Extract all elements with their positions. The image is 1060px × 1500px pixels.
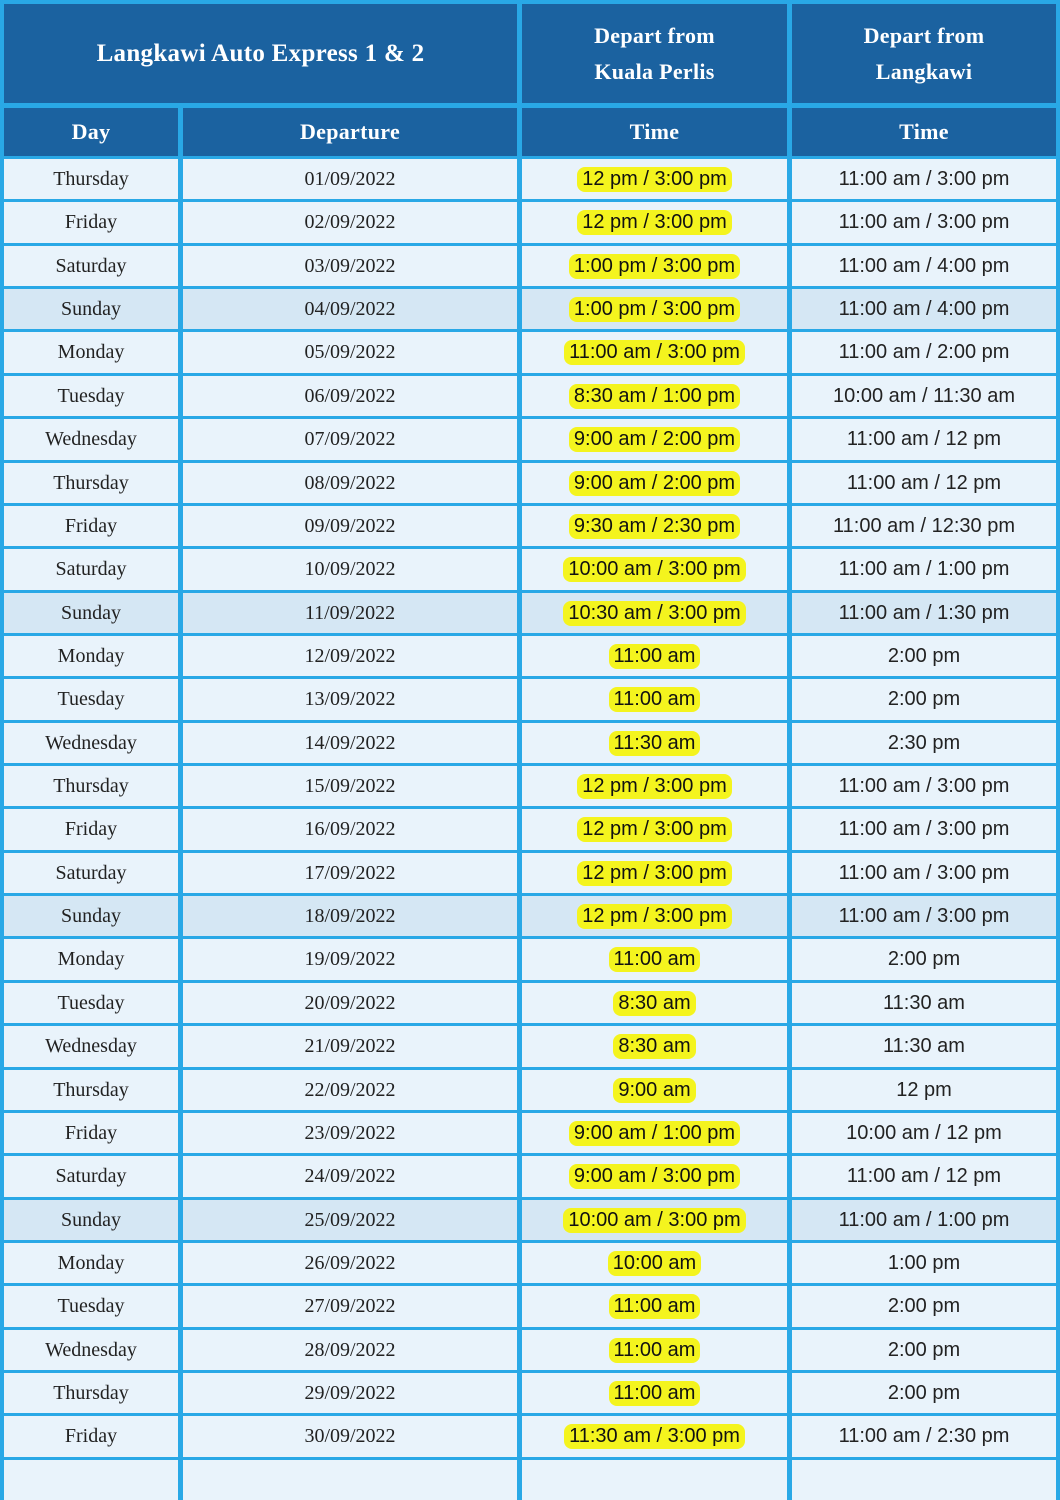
cell-date-text: 25/09/2022 — [304, 1208, 396, 1231]
cell-date — [183, 1070, 517, 1110]
cell-time-langkawi-text: 11:00 am / 3:00 pm — [838, 904, 1010, 927]
cell-time-langkawi-text: 11:00 am / 2:00 pm — [838, 341, 1010, 363]
cell-day-text: Thursday — [53, 774, 129, 797]
cell-date-text: 22/09/2022 — [304, 1078, 396, 1101]
cell-day — [4, 983, 178, 1023]
title-text: Langkawi Auto Express 1 & 2 — [96, 39, 425, 67]
cell-time-perlis — [522, 1200, 787, 1240]
cell-date — [183, 1156, 517, 1197]
cell-time-perlis-text: 12 pm / 3:00 pm — [577, 167, 732, 192]
cell-date — [183, 376, 517, 416]
cell-time-perlis — [522, 419, 787, 460]
cell-day-text: Tuesday — [57, 991, 125, 1014]
cell-time-langkawi — [792, 376, 1056, 416]
cell-time-langkawi — [792, 1113, 1056, 1153]
cell-time-perlis-text: 12 pm / 3:00 pm — [577, 904, 732, 929]
cell-time-perlis-text: 10:00 am — [608, 1251, 701, 1276]
cell-date — [183, 1026, 517, 1067]
cell-date-text: 24/09/2022 — [304, 1165, 396, 1187]
cell-day-text: Wednesday — [45, 1338, 137, 1361]
cell-time-perlis-text: 12 pm / 3:00 pm — [577, 774, 732, 799]
cell-time-langkawi — [792, 1156, 1056, 1197]
cell-day — [4, 853, 178, 893]
cell-day-text: Monday — [57, 341, 125, 363]
cell-time-langkawi — [792, 1330, 1056, 1370]
cell-time-perlis — [522, 549, 787, 590]
cell-date-text: 08/09/2022 — [304, 471, 396, 494]
cell-day-text: Friday — [64, 818, 118, 840]
cell-day — [4, 549, 178, 590]
cell-time-langkawi-text: 11:00 am / 1:00 pm — [838, 1208, 1010, 1231]
cell-day — [4, 1200, 178, 1240]
cell-time-langkawi — [792, 1286, 1056, 1327]
cell-time-langkawi — [792, 246, 1056, 286]
cell-date-text: 05/09/2022 — [304, 341, 396, 363]
cell-time-perlis-text: 11:00 am — [609, 947, 701, 972]
cell-day — [4, 809, 178, 850]
cell-time-perlis-text: 9:00 am / 2:00 pm — [569, 471, 740, 496]
cell-day-text: Thursday — [53, 1381, 129, 1404]
cell-date — [183, 1286, 517, 1327]
cell-time-perlis-text: 12 pm / 3:00 pm — [577, 861, 732, 886]
cell-time-perlis — [522, 1330, 787, 1370]
cell-time-langkawi — [792, 549, 1056, 590]
cell-time-langkawi — [792, 1070, 1056, 1110]
cell-time-langkawi — [792, 679, 1056, 720]
cell-day-text: Thursday — [53, 167, 129, 190]
cell-time-langkawi-text: 11:00 am / 3:00 pm — [838, 818, 1010, 840]
cell-date-text: 06/09/2022 — [304, 384, 396, 407]
cell-day-text: Sunday — [61, 904, 121, 927]
cell-time-langkawi-text: 11:00 am / 4:00 pm — [838, 254, 1010, 277]
column-header-time-perlis-label: Time — [629, 119, 680, 144]
cell-date — [183, 1200, 517, 1240]
cell-date — [183, 463, 517, 503]
cell-day-text: Sunday — [61, 1208, 121, 1231]
cell-time-perlis — [522, 896, 787, 936]
cell-time-perlis-text: 11:00 am — [609, 644, 701, 669]
cell-time-langkawi-text: 11:00 am / 1:00 pm — [838, 558, 1010, 580]
cell-time-langkawi-text: 11:00 am / 12:30 pm — [833, 514, 1015, 537]
cell-time-perlis-text: 8:30 am / 1:00 pm — [569, 384, 740, 409]
cell-time-perlis-text: 10:00 am / 3:00 pm — [563, 557, 745, 582]
cell-time-perlis — [522, 593, 787, 633]
cell-time-perlis — [522, 1286, 787, 1327]
cell-day — [4, 376, 178, 416]
cell-time-langkawi-text: 11:00 am / 3:00 pm — [838, 167, 1010, 190]
cell-time-langkawi-text: 10:00 am / 11:30 am — [833, 384, 1015, 407]
cell-time-langkawi — [792, 202, 1056, 243]
cell-date — [183, 549, 517, 590]
cell-time-langkawi-text: 11:00 am / 12 pm — [846, 1165, 1002, 1187]
cell-day — [4, 1286, 178, 1327]
cell-time-langkawi-text: 2:00 pm — [887, 688, 961, 710]
cell-day-text: Wednesday — [45, 731, 137, 754]
cell-day — [4, 939, 178, 980]
cell-time-langkawi — [792, 1460, 1056, 1500]
cell-time-perlis — [522, 1026, 787, 1067]
cell-date-text: 11/09/2022 — [304, 601, 396, 624]
cell-time-langkawi-text: 10:00 am / 12 pm — [846, 1121, 1002, 1144]
cell-time-perlis — [522, 723, 787, 763]
cell-time-perlis-text: 11:00 am — [609, 1294, 701, 1319]
cell-time-langkawi-text: 11:00 am / 3:00 pm — [838, 861, 1010, 884]
cell-time-perlis — [522, 809, 787, 850]
cell-time-langkawi — [792, 809, 1056, 850]
cell-time-langkawi-text: 2:30 pm — [887, 731, 961, 754]
cell-time-langkawi — [792, 1200, 1056, 1240]
cell-time-perlis — [522, 506, 787, 546]
cell-date-text: 02/09/2022 — [304, 211, 396, 233]
cell-date-text: 12/09/2022 — [304, 644, 396, 667]
cell-time-perlis — [522, 636, 787, 676]
cell-time-perlis-text: 1:00 pm / 3:00 pm — [569, 297, 740, 322]
cell-day-text: Tuesday — [57, 1295, 125, 1317]
cell-time-perlis-text: 11:30 am — [609, 731, 701, 756]
cell-time-perlis-text: 9:30 am / 2:30 pm — [569, 514, 740, 539]
cell-time-langkawi — [792, 723, 1056, 763]
cell-time-perlis — [522, 1156, 787, 1197]
cell-time-langkawi — [792, 896, 1056, 936]
cell-time-langkawi-text: 2:00 pm — [887, 948, 961, 970]
cell-day — [4, 1026, 178, 1067]
cell-day — [4, 1460, 178, 1500]
cell-time-perlis-text: 11:00 am — [609, 687, 701, 712]
cell-time-perlis — [522, 1113, 787, 1153]
cell-time-langkawi-text: 1:00 pm — [887, 1251, 961, 1274]
cell-time-perlis-text: 8:30 am — [613, 1034, 695, 1059]
cell-day-text: Saturday — [55, 1165, 127, 1187]
cell-date — [183, 419, 517, 460]
cell-time-langkawi — [792, 853, 1056, 893]
cell-date — [183, 983, 517, 1023]
cell-date-text: 03/09/2022 — [304, 254, 396, 277]
cell-time-perlis — [522, 853, 787, 893]
cell-date — [183, 636, 517, 676]
cell-day-text: Saturday — [55, 558, 127, 580]
cell-time-langkawi — [792, 939, 1056, 980]
cell-time-perlis-text: 11:00 am — [609, 1381, 701, 1406]
cell-day — [4, 419, 178, 460]
cell-date — [183, 202, 517, 243]
cell-day — [4, 1070, 178, 1110]
cell-time-langkawi — [792, 1243, 1056, 1283]
cell-time-perlis-text: 8:30 am — [613, 991, 695, 1016]
header-depart-langkawi-line1: Depart from — [863, 22, 985, 48]
cell-time-perlis — [522, 983, 787, 1023]
cell-day-text: Sunday — [61, 297, 121, 320]
cell-time-langkawi — [792, 332, 1056, 373]
cell-time-langkawi-text: 11:00 am / 3:00 pm — [838, 774, 1010, 797]
cell-time-langkawi-text: 11:30 am — [883, 991, 965, 1014]
cell-day — [4, 1113, 178, 1153]
cell-date — [183, 1330, 517, 1370]
cell-date-text: 04/09/2022 — [304, 297, 396, 320]
cell-date-text: 23/09/2022 — [304, 1121, 396, 1144]
cell-date — [183, 1460, 517, 1500]
cell-time-langkawi — [792, 1026, 1056, 1067]
cell-day — [4, 896, 178, 936]
cell-date-text: 29/09/2022 — [304, 1381, 396, 1404]
cell-day-text: Monday — [57, 948, 125, 970]
cell-date — [183, 679, 517, 720]
cell-time-langkawi-text: 11:00 am / 1:30 pm — [838, 601, 1010, 624]
cell-time-perlis-text: 11:30 am / 3:00 pm — [564, 1424, 745, 1449]
cell-date — [183, 159, 517, 199]
header-depart-perlis-line2: Kuala Perlis — [594, 58, 715, 84]
cell-time-perlis-text: 9:00 am / 3:00 pm — [569, 1164, 740, 1189]
column-header-departure-label: Departure — [299, 119, 401, 144]
cell-day — [4, 1416, 178, 1457]
cell-day-text: Thursday — [53, 471, 129, 494]
cell-date — [183, 332, 517, 373]
cell-day-text: Tuesday — [57, 384, 125, 407]
cell-day — [4, 1243, 178, 1283]
cell-time-langkawi — [792, 289, 1056, 329]
cell-date — [183, 896, 517, 936]
cell-date-text: 30/09/2022 — [304, 1425, 396, 1447]
cell-date — [183, 939, 517, 980]
cell-date — [183, 853, 517, 893]
cell-date — [183, 1113, 517, 1153]
cell-date-text: 07/09/2022 — [304, 428, 396, 450]
cell-time-perlis — [522, 246, 787, 286]
cell-time-perlis-text: 12 pm / 3:00 pm — [577, 210, 732, 235]
cell-date-text: 21/09/2022 — [304, 1035, 396, 1057]
cell-day — [4, 1373, 178, 1413]
cell-date-text: 16/09/2022 — [304, 818, 396, 840]
cell-day — [4, 766, 178, 806]
cell-date — [183, 1243, 517, 1283]
cell-day — [4, 679, 178, 720]
cell-time-perlis — [522, 1416, 787, 1457]
cell-time-langkawi — [792, 1416, 1056, 1457]
column-header-time-langkawi-label: Time — [899, 119, 949, 144]
cell-time-perlis-text: 9:00 am — [613, 1078, 695, 1103]
cell-date-text: 15/09/2022 — [304, 774, 396, 797]
cell-date-text: 10/09/2022 — [304, 558, 396, 580]
header-depart-langkawi-line2: Langkawi — [875, 58, 973, 84]
cell-day-text: Saturday — [55, 861, 127, 884]
cell-time-perlis — [522, 463, 787, 503]
cell-time-langkawi-text: 12 pm — [896, 1078, 952, 1101]
cell-time-langkawi-text: 11:00 am / 12 pm — [846, 428, 1002, 450]
cell-day — [4, 636, 178, 676]
header-depart-langkawi — [792, 4, 1056, 103]
cell-date-text: 26/09/2022 — [304, 1251, 396, 1274]
cell-time-langkawi-text: 11:00 am / 3:00 pm — [838, 211, 1010, 233]
cell-time-perlis-text: 12 pm / 3:00 pm — [577, 817, 732, 842]
cell-date — [183, 766, 517, 806]
cell-date-text: 18/09/2022 — [304, 904, 396, 927]
cell-time-perlis — [522, 679, 787, 720]
cell-date-text: 20/09/2022 — [304, 991, 396, 1014]
header-depart-perlis-line1: Depart from — [594, 22, 715, 48]
cell-day — [4, 159, 178, 199]
cell-time-perlis-text: 10:30 am / 3:00 pm — [563, 601, 745, 626]
cell-date-text: 13/09/2022 — [304, 688, 396, 710]
cell-date — [183, 246, 517, 286]
cell-date — [183, 289, 517, 329]
cell-time-langkawi-text: 11:00 am / 4:00 pm — [838, 297, 1010, 320]
cell-time-langkawi — [792, 593, 1056, 633]
header-depart-perlis — [522, 4, 787, 103]
cell-time-langkawi-text: 2:00 pm — [887, 1381, 961, 1404]
cell-time-perlis — [522, 939, 787, 980]
cell-day — [4, 506, 178, 546]
cell-time-perlis-text: 10:00 am / 3:00 pm — [563, 1208, 745, 1233]
cell-day-text: Wednesday — [45, 1035, 137, 1057]
cell-date-text: 01/09/2022 — [304, 167, 396, 190]
column-header-day-label: Day — [71, 119, 111, 144]
cell-date — [183, 809, 517, 850]
column-header-day — [4, 108, 178, 156]
cell-time-perlis — [522, 1070, 787, 1110]
cell-time-langkawi — [792, 463, 1056, 503]
cell-time-langkawi — [792, 766, 1056, 806]
cell-day — [4, 1330, 178, 1370]
cell-date — [183, 506, 517, 546]
cell-time-langkawi — [792, 1373, 1056, 1413]
cell-day — [4, 1156, 178, 1197]
cell-day-text: Wednesday — [45, 428, 137, 450]
cell-day — [4, 246, 178, 286]
cell-date-text: 14/09/2022 — [304, 731, 396, 754]
cell-day-text: Tuesday — [57, 688, 125, 710]
cell-date — [183, 1373, 517, 1413]
cell-time-perlis — [522, 376, 787, 416]
cell-day-text: Friday — [64, 211, 118, 233]
cell-time-perlis-text: 11:00 am / 3:00 pm — [564, 340, 745, 365]
cell-day-text: Friday — [64, 1121, 118, 1144]
cell-time-langkawi-text: 11:00 am / 12 pm — [846, 471, 1002, 494]
cell-day-text: Sunday — [61, 601, 121, 624]
cell-time-perlis — [522, 1373, 787, 1413]
cell-date-text: 27/09/2022 — [304, 1295, 396, 1317]
cell-time-perlis — [522, 1243, 787, 1283]
cell-time-langkawi — [792, 419, 1056, 460]
cell-time-perlis — [522, 766, 787, 806]
cell-time-langkawi — [792, 983, 1056, 1023]
cell-day — [4, 289, 178, 329]
cell-day — [4, 202, 178, 243]
cell-time-langkawi — [792, 159, 1056, 199]
cell-time-langkawi-text: 11:00 am / 2:30 pm — [838, 1425, 1010, 1447]
cell-time-perlis-text: 11:00 am — [609, 1338, 701, 1363]
cell-time-langkawi-text: 11:30 am — [883, 1035, 965, 1057]
cell-day — [4, 463, 178, 503]
cell-date — [183, 593, 517, 633]
cell-date-text: 28/09/2022 — [304, 1338, 396, 1361]
cell-day-text: Friday — [64, 1425, 118, 1447]
cell-time-langkawi — [792, 506, 1056, 546]
cell-day — [4, 723, 178, 763]
cell-time-langkawi-text: 2:00 pm — [887, 644, 961, 667]
column-header-time-langkawi — [792, 108, 1056, 156]
cell-date-text: 09/09/2022 — [304, 514, 396, 537]
cell-day-text: Thursday — [53, 1078, 129, 1101]
cell-time-perlis — [522, 332, 787, 373]
cell-day-text: Friday — [64, 514, 118, 537]
cell-time-langkawi-text: 2:00 pm — [887, 1295, 961, 1317]
cell-day-text: Monday — [57, 644, 125, 667]
cell-day-text: Saturday — [55, 254, 127, 277]
cell-time-perlis — [522, 202, 787, 243]
cell-time-langkawi-text: 2:00 pm — [887, 1338, 961, 1361]
cell-date-text: 19/09/2022 — [304, 948, 396, 970]
cell-date-text: 17/09/2022 — [304, 861, 396, 884]
column-header-time-perlis — [522, 108, 787, 156]
cell-date — [183, 723, 517, 763]
table-title — [4, 4, 517, 103]
column-header-departure — [183, 108, 517, 156]
cell-day-text: Monday — [57, 1251, 125, 1274]
cell-time-perlis-text: 9:00 am / 1:00 pm — [569, 1121, 740, 1146]
cell-day — [4, 332, 178, 373]
cell-date — [183, 1416, 517, 1457]
cell-time-perlis-text: 9:00 am / 2:00 pm — [569, 427, 740, 452]
cell-time-perlis — [522, 289, 787, 329]
cell-time-perlis — [522, 159, 787, 199]
cell-day — [4, 593, 178, 633]
cell-time-perlis-text: 1:00 pm / 3:00 pm — [569, 254, 740, 279]
cell-time-langkawi — [792, 636, 1056, 676]
cell-time-perlis — [522, 1460, 787, 1500]
